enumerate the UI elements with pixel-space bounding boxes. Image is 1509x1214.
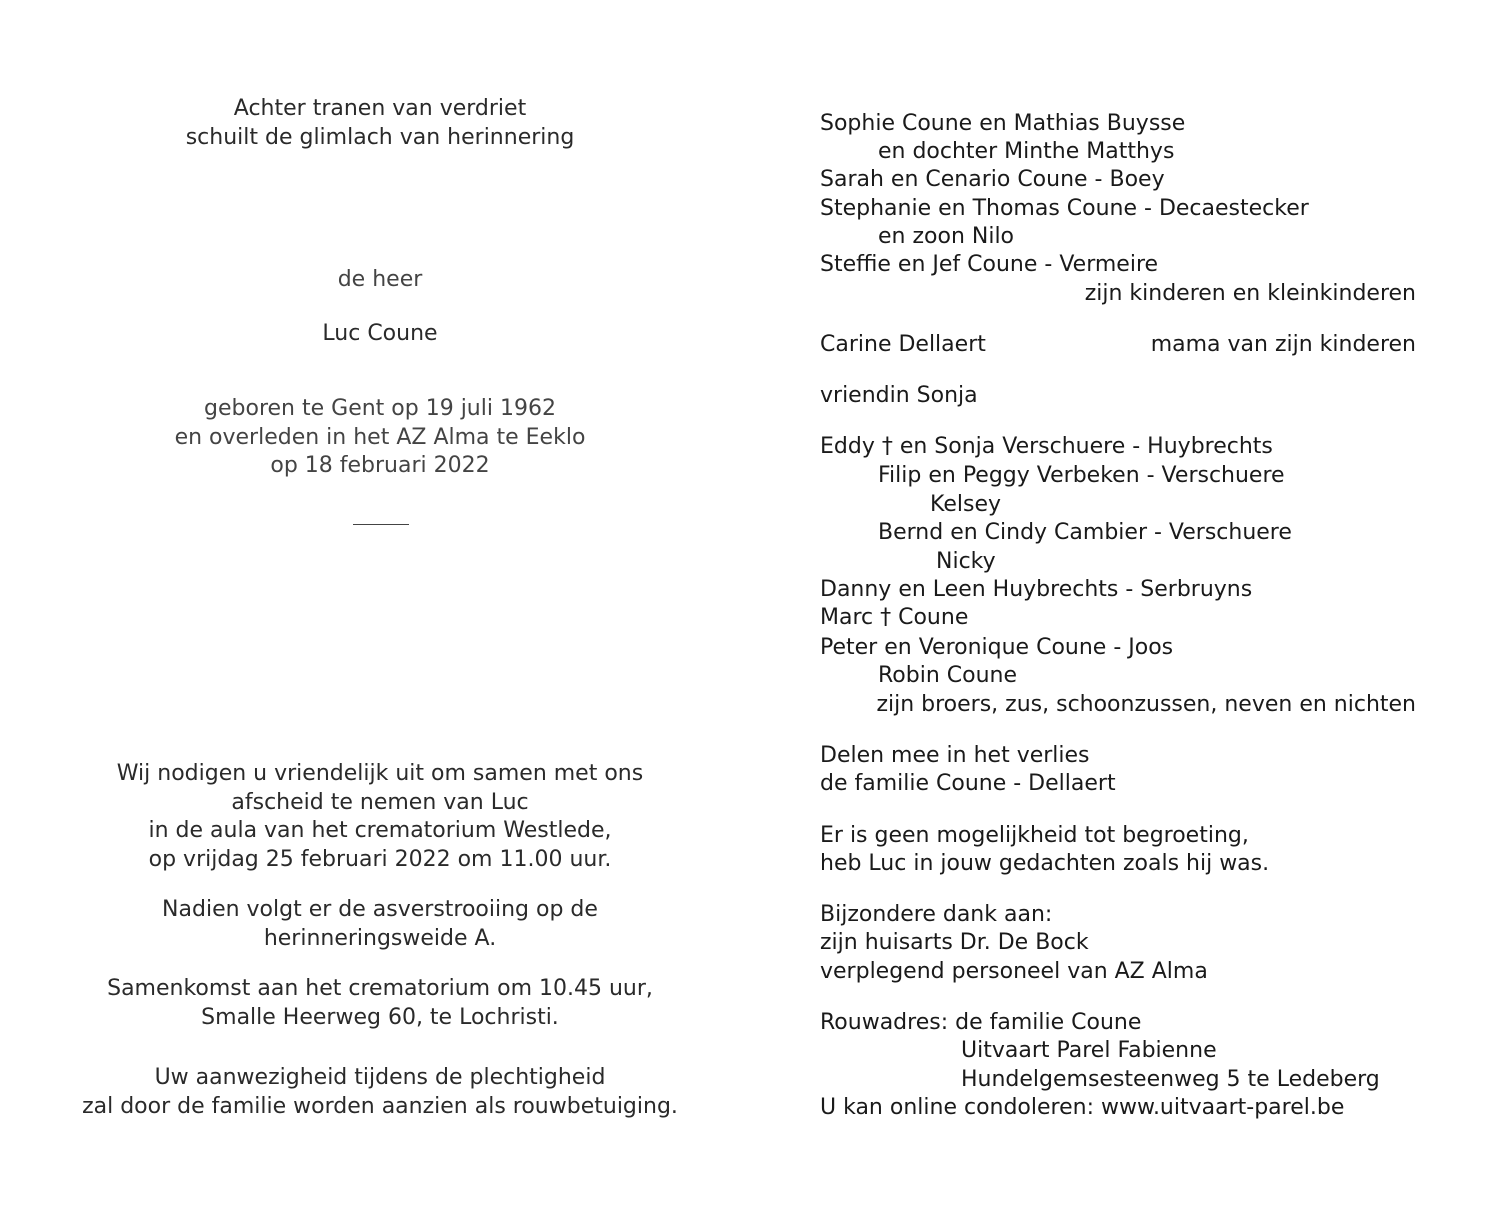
- condolence-line: heb Luc in jouw gedachten zoals hij was.: [820, 851, 1270, 876]
- salutation: de heer: [337, 267, 423, 292]
- friend-line: vriendin Sonja: [820, 383, 978, 408]
- invitation-line: afscheid te nemen van Luc: [231, 789, 529, 815]
- family-line: Sophie Coune en Mathias Buysse: [820, 111, 1186, 136]
- gathering-info: [0, 975, 760, 1032]
- scattering-line: Nadien volgt er de asverstrooiing op de: [162, 897, 598, 922]
- mother-role: mama van zijn kinderen: [1150, 332, 1416, 357]
- thanks-line: zijn huisarts Dr. De Bock: [820, 930, 1089, 955]
- address-line: Uitvaart Parel Fabienne: [961, 1038, 1217, 1063]
- scattering-line: herinneringsweide A.: [263, 925, 497, 951]
- family-role: zijn kinderen en kleinkinderen: [1084, 281, 1416, 306]
- motto: [0, 95, 760, 152]
- birth-death-info: [0, 395, 760, 481]
- death-date-line: op 18 februari 2022: [270, 453, 490, 478]
- family-line: en dochter Minthe Matthys: [878, 139, 1175, 164]
- family-line: Sarah en Cenario Coune - Boey: [820, 167, 1165, 192]
- thanks-line: Bijzondere dank aan:: [820, 902, 1053, 927]
- family-line: Stephanie en Thomas Coune - Decaestecker: [820, 196, 1309, 221]
- death-line: en overleden in het AZ Alma te Eeklo: [174, 424, 586, 450]
- share-line: de familie Coune - Dellaert: [820, 771, 1116, 796]
- address-line: Hundelgemsesteenweg 5 te Ledeberg: [961, 1067, 1380, 1092]
- birth-line: geboren te Gent op 19 juli 1962: [204, 396, 556, 421]
- invitation: [0, 760, 760, 874]
- condolence-line: Er is geen mogelijkheid tot begroeting,: [820, 823, 1249, 848]
- gathering-line: Smalle Heerweg 60, te Lochristi.: [201, 1004, 559, 1030]
- presence-line: Uw aanwezigheid tijdens de plechtigheid: [154, 1065, 606, 1090]
- invitation-line: op vrijdag 25 februari 2022 om 11.00 uur.: [148, 846, 612, 872]
- sibling-line: Eddy † en Sonja Verschuere - Huybrechts: [820, 434, 1273, 459]
- sibling-line: Robin Coune: [878, 663, 1018, 688]
- mother-name: Carine Dellaert: [820, 332, 986, 357]
- family-line: en zoon Nilo: [878, 224, 1015, 249]
- online-condolence-line: U kan online condoleren: www.uitvaart-parel.be: [820, 1095, 1345, 1120]
- divider: [353, 524, 409, 525]
- right-panel: [820, 0, 1460, 1214]
- sibling-line: Danny en Leen Huybrechts - Serbruyns: [820, 577, 1253, 602]
- motto-line: schuilt de glimlach van herinnering: [185, 124, 575, 150]
- family-line: Steffie en Jef Coune - Vermeire: [820, 252, 1159, 277]
- share-line: Delen mee in het verlies: [820, 743, 1090, 768]
- thanks-line: verplegend personeel van AZ Alma: [820, 959, 1208, 984]
- deceased-name: Luc Coune: [322, 321, 438, 346]
- scattering-info: [0, 896, 760, 953]
- invitation-line: in de aula van het crematorium Westlede,: [148, 818, 612, 843]
- presence-note: [0, 1064, 760, 1121]
- sibling-line: Kelsey: [930, 492, 1001, 517]
- sibling-line: Marc † Coune: [820, 605, 969, 630]
- sibling-line: Peter en Veronique Coune - Joos: [820, 635, 1174, 660]
- sibling-line: Filip en Peggy Verbeken - Verschuere: [878, 463, 1285, 488]
- motto-line: Achter tranen van verdriet: [233, 96, 527, 121]
- sibling-line: Nicky: [936, 549, 996, 574]
- address-line: Rouwadres: de familie Coune: [820, 1010, 1142, 1035]
- presence-line: zal door de familie worden aanzien als rouwbetuiging.: [82, 1093, 678, 1119]
- sibling-line: Bernd en Cindy Cambier - Verschuere: [878, 520, 1292, 545]
- gathering-line: Samenkomst aan het crematorium om 10.45 uur,: [107, 976, 653, 1001]
- siblings-role: zijn broers, zus, schoonzussen, neven en nichten: [876, 692, 1416, 717]
- invitation-line: Wij nodigen u vriendelijk uit om samen met ons: [116, 761, 644, 786]
